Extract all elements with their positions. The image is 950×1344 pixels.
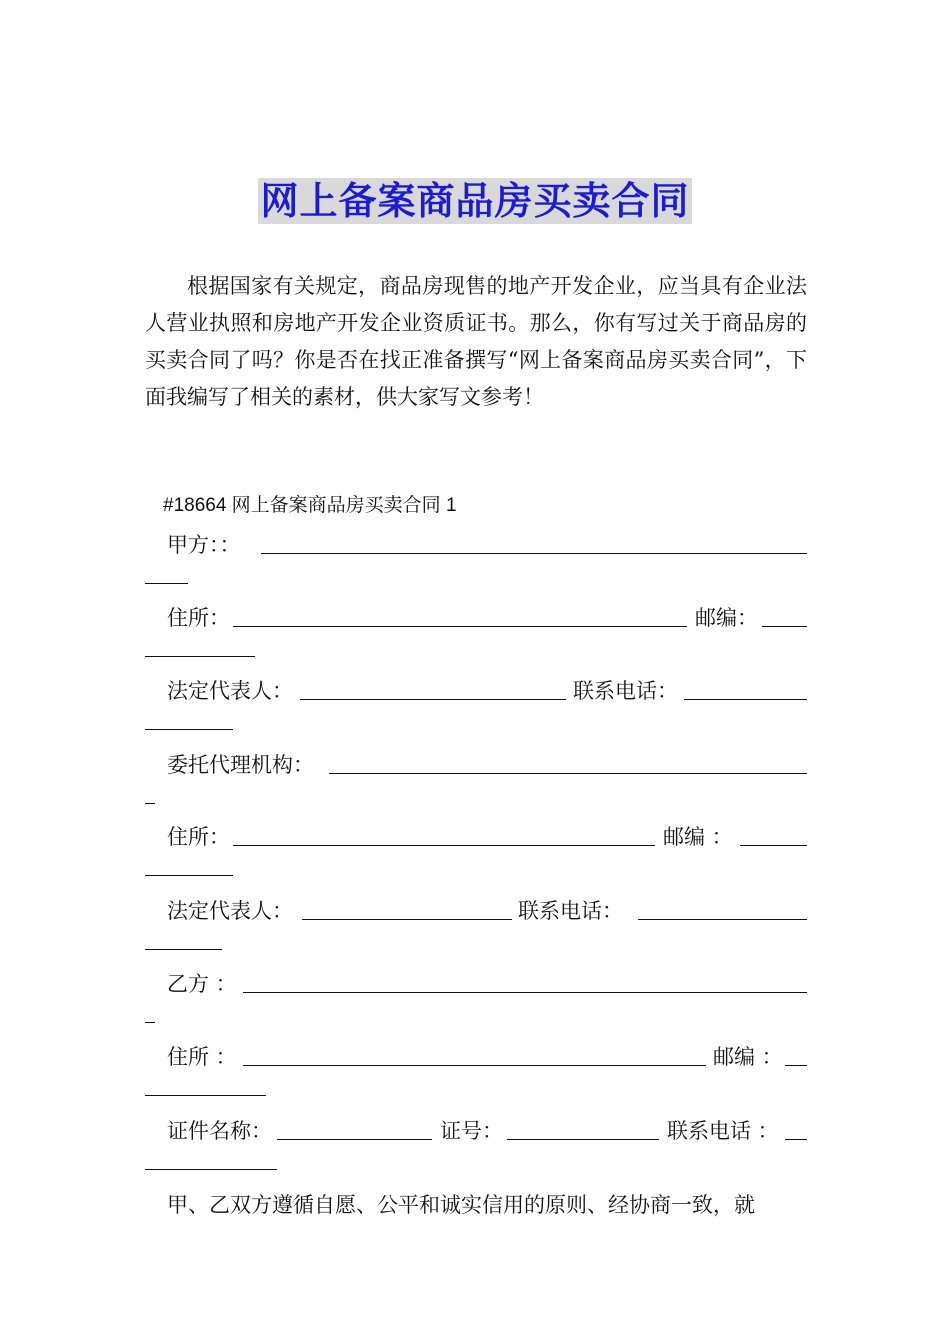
address-3-blank[interactable] — [243, 1065, 706, 1066]
id-name-label: 证件名称： — [167, 1119, 272, 1143]
phone-2-label: 联系电话： — [518, 899, 623, 923]
party-b-blank-cont[interactable] — [145, 1022, 155, 1023]
postcode-1-blank-cont[interactable] — [145, 656, 255, 657]
agency-label: 委托代理机构： — [167, 753, 314, 777]
contract-heading: #18664 网上备案商品房买卖合同 1 — [163, 495, 457, 516]
phone-2-blank-cont[interactable] — [145, 949, 222, 950]
postcode-1-blank[interactable] — [762, 626, 807, 627]
address-1-blank[interactable] — [233, 626, 687, 627]
phone-1-blank-cont[interactable] — [145, 729, 233, 730]
phone-3-blank[interactable] — [785, 1139, 807, 1140]
party-a-blank-cont[interactable] — [145, 583, 188, 584]
id-no-label: 证号： — [440, 1119, 503, 1143]
agency-blank-cont[interactable] — [145, 803, 155, 804]
address-3-label: 住所 ： — [167, 1045, 237, 1069]
phone-3-blank-cont[interactable] — [145, 1169, 277, 1170]
postcode-1-label: 邮编： — [695, 606, 758, 630]
phone-2-blank[interactable] — [638, 919, 807, 920]
party-b-blank[interactable] — [243, 992, 807, 993]
address-2-blank[interactable] — [233, 845, 655, 846]
id-no-blank[interactable] — [507, 1139, 659, 1140]
party-a-blank[interactable] — [261, 553, 807, 554]
closing-paragraph: 甲、乙双方遵循自愿、公平和诚实信用的原则、经协商一致，就 — [167, 1193, 755, 1217]
postcode-2-blank[interactable] — [740, 845, 807, 846]
postcode-3-blank[interactable] — [785, 1065, 807, 1066]
agency-blank[interactable] — [329, 773, 807, 774]
address-1-label: 住所： — [167, 606, 230, 630]
id-name-blank[interactable] — [277, 1139, 432, 1140]
party-a-label: 甲方：： — [167, 533, 241, 557]
legal-rep-2-label: 法定代表人： — [167, 899, 293, 923]
phone-1-label: 联系电话： — [573, 679, 678, 703]
document-title: 网上备案商品房买卖合同 — [260, 179, 690, 223]
party-b-label: 乙方 ： — [167, 972, 237, 996]
postcode-2-blank-cont[interactable] — [145, 875, 233, 876]
legal-rep-2-blank[interactable] — [302, 919, 512, 920]
legal-rep-1-blank[interactable] — [300, 699, 566, 700]
phone-3-label: 联系电话 ： — [667, 1119, 779, 1143]
postcode-2-label: 邮编 ： — [663, 825, 733, 849]
legal-rep-1-label: 法定代表人： — [167, 679, 293, 703]
address-2-label: 住所： — [167, 825, 230, 849]
intro-paragraph: 根据国家有关规定，商品房现售的地产开发企业，应当具有企业法人营业执照和房地产开发企业资质证书。那么，你有写过关于商品房的买卖合同了吗？你是否在找正准备撰写“网上备案商品房买卖合同”，下面我编写了相关的素材，供大家写文参考！ — [145, 274, 807, 409]
title-container — [0, 178, 950, 224]
postcode-3-blank-cont[interactable] — [145, 1095, 266, 1096]
postcode-3-label: 邮编 ： — [713, 1045, 783, 1069]
phone-1-blank[interactable] — [684, 699, 807, 700]
